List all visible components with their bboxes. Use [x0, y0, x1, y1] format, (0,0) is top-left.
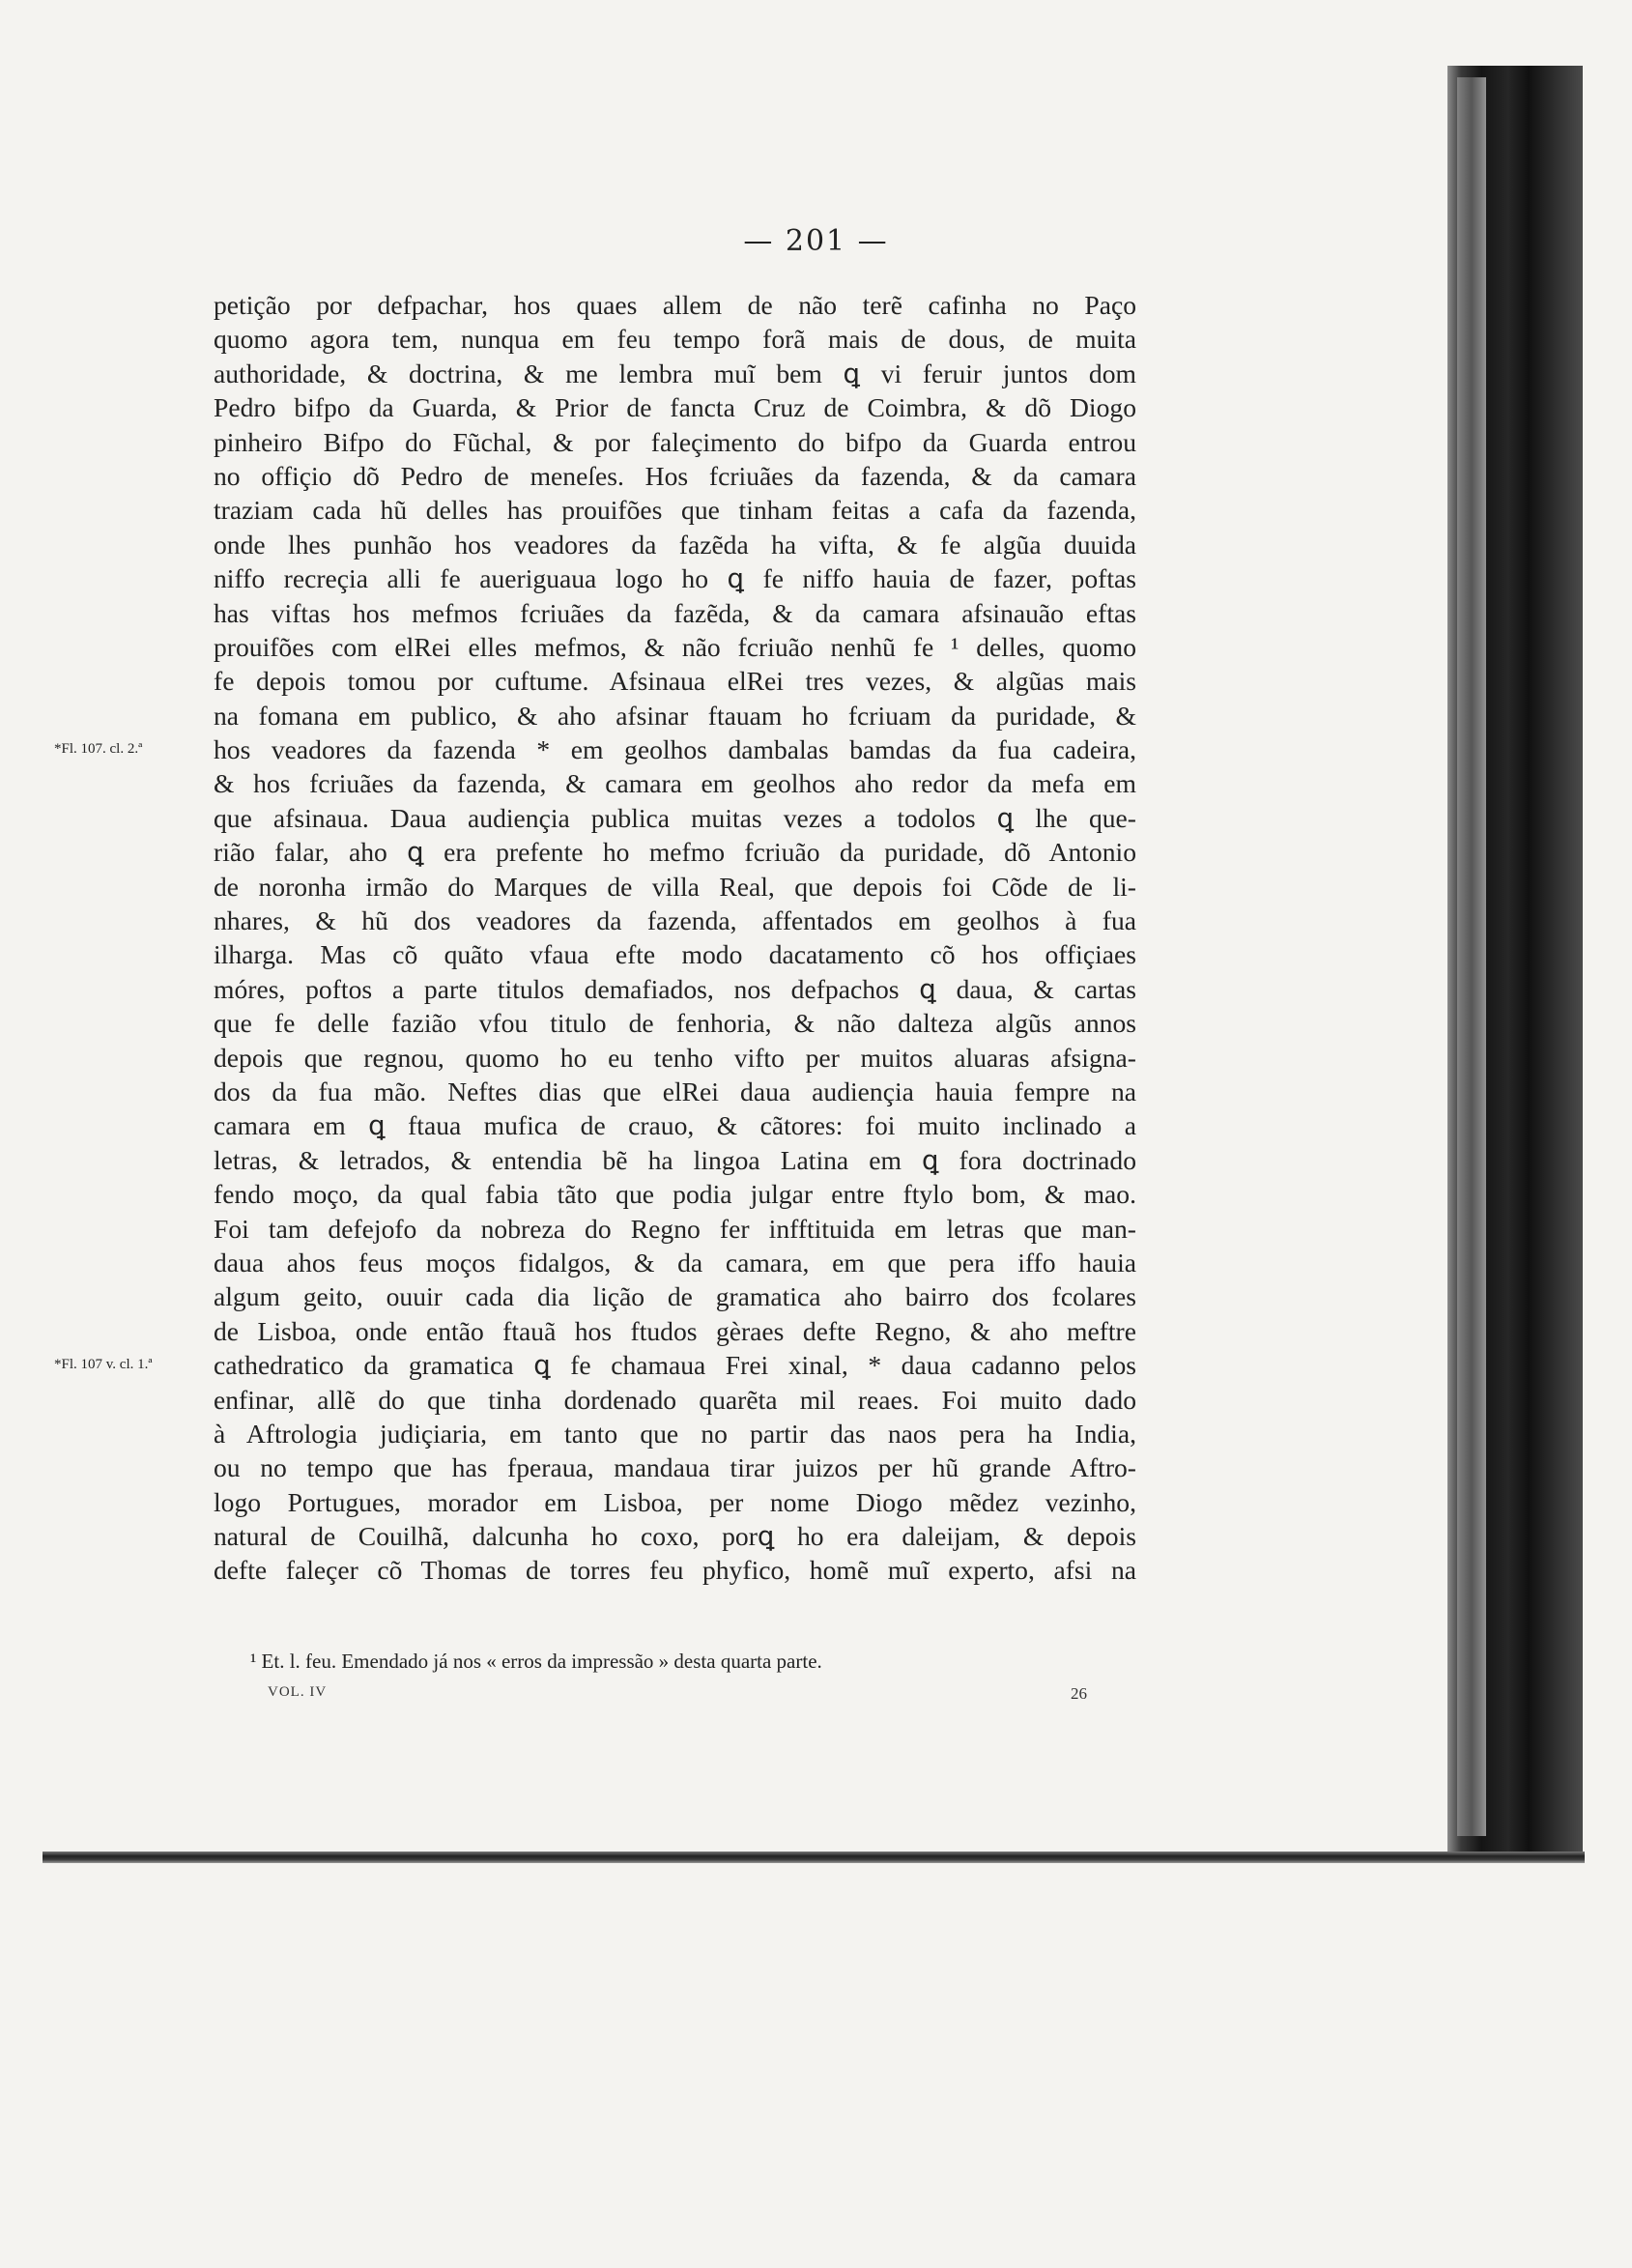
- text-line: & hos fcriuães da fazenda, & camara em geolhos aho redor da mefa em: [214, 768, 1136, 799]
- text-line: que fe delle fazião vfou titulo de fenhoria, & não dalteza algũs annos: [214, 1008, 1136, 1039]
- volume-label: VOL. IV: [268, 1684, 328, 1700]
- text-line: letras, & letrados, & entendia bẽ ha lingoa Latina em ꝗ fora doctrinado: [214, 1144, 1136, 1175]
- text-line: nhares, & hũ dos veadores da fazenda, affentados em geolhos à fua: [214, 905, 1136, 936]
- text-line: ilharga. Mas cõ quãto vfaua efte modo dacatamento cõ hos offiçiaes: [214, 939, 1136, 970]
- margin-note: *Fl. 107 v. cl. 1.ª: [54, 1357, 153, 1373]
- text-line: de Lisboa, onde então ftauã hos ftudos gèraes defte Regno, & aho meftre: [214, 1315, 1136, 1346]
- text-line: enfinar, allẽ do que tinha dordenado quarẽta mil reaes. Foi muito dado: [214, 1384, 1136, 1415]
- text-line: fendo moço, da qual fabia tãto que podia julgar entre ftylo bom, & mao.: [214, 1179, 1136, 1210]
- text-line: pinheiro Bifpo do Fũchal, & por faleçimento do bifpo da Guarda entrou: [214, 426, 1136, 457]
- text-line: dos da fua mão. Neftes dias que elRei daua audiençia hauia fempre na: [214, 1076, 1136, 1106]
- text-line: niffo recreçia alli fe aueriguaua logo ho ꝗ fe niffo hauia de fazer, poftas: [214, 563, 1136, 594]
- footnote: ¹ Et. l. feu. Emendado já nos « erros da impressão » desta quarta parte.: [250, 1650, 822, 1673]
- text-line: Pedro bifpo da Guarda, & Prior de fancta Cruz de Coimbra, & dõ Diogo: [214, 392, 1136, 423]
- text-line: na fomana em publico, & aho afsinar ftauam ho fcriuam da puridade, &: [214, 700, 1136, 731]
- page-number: — 201 —: [743, 224, 889, 258]
- text-line: onde lhes punhão hos veadores da fazẽda ha vifta, & fe algũa duuida: [214, 529, 1136, 560]
- text-line: depois que regnou, quomo ho eu tenho vifto per muitos aluaras afsigna-: [214, 1042, 1136, 1073]
- text-line: Foi tam defejofo da nobreza do Regno fer infftituida em letras que man-: [214, 1213, 1136, 1244]
- text-line: logo Portugues, morador em Lisboa, per nome Diogo mẽdez vezinho,: [214, 1486, 1136, 1517]
- text-line: natural de Couilhã, dalcunha ho coxo, porꝗ ho era daleijam, & depois: [214, 1521, 1136, 1552]
- text-line: hos veadores da fazenda * em geolhos dambalas bamdas da fua cadeira,: [214, 734, 1136, 765]
- text-line: petição por defpachar, hos quaes allem de não terẽ cafinha no Paço: [214, 290, 1136, 320]
- text-line: prouifões com elRei elles mefmos, & não fcriuão nenhũ fe ¹ delles, quomo: [214, 631, 1136, 662]
- text-line: que afsinaua. Daua audiençia publica muitas vezes a todolos ꝗ lhe que-: [214, 802, 1136, 833]
- text-line: móres, poftos a parte titulos demafiados, nos defpachos ꝗ daua, & cartas: [214, 973, 1136, 1004]
- page-bottom-edge: [43, 1852, 1585, 1863]
- text-line: ou no tempo que has fperaua, mandaua tirar juizos per hũ grande Aftro-: [214, 1452, 1136, 1483]
- text-line: defte faleçer cõ Thomas de torres feu phyfico, homẽ muĩ experto, afsi na: [214, 1555, 1136, 1586]
- text-line: camara em ꝗ ftaua mufica de crauo, & cãtores: foi muito inclinado a: [214, 1110, 1136, 1141]
- text-line: no offiçio dõ Pedro de meneſes. Hos fcriuães da fazenda, & da camara: [214, 460, 1136, 491]
- spine-highlight: [1457, 77, 1486, 1836]
- text-line: has viftas hos mefmos fcriuães da fazẽda, & da camara afsinauão eftas: [214, 597, 1136, 628]
- sheet-number: 26: [1071, 1684, 1087, 1703]
- text-line: daua ahos feus moços fidalgos, & da camara, em que pera iffo hauia: [214, 1247, 1136, 1278]
- text-line: quomo agora tem, nunqua em feu tempo forã mais de dous, de muita: [214, 324, 1136, 355]
- text-line: à Aftrologia judiçiaria, em tanto que no partir das naos pera ha India,: [214, 1418, 1136, 1449]
- text-line: traziam cada hũ delles has prouifões que tinham feitas a cafa da fazenda,: [214, 495, 1136, 526]
- body-text: [214, 288, 1136, 1588]
- text-line: cathedratico da gramatica ꝗ fe chamaua Frei xinal, * daua cadanno pelos: [214, 1350, 1136, 1381]
- text-line: rião falar, aho ꝗ era prefente ho mefmo fcriuão da puridade, dõ Antonio: [214, 837, 1136, 868]
- text-line: algum geito, ouuir cada dia lição de gramatica aho bairro dos fcolares: [214, 1281, 1136, 1312]
- margin-note: *Fl. 107. cl. 2.ª: [54, 741, 143, 758]
- text-line: fe depois tomou por cuftume. Afsinaua elRei tres vezes, & algũas mais: [214, 666, 1136, 697]
- text-line: authoridade, & doctrina, & me lembra muĩ bem ꝗ vi feruir juntos dom: [214, 358, 1136, 388]
- text-line: de noronha irmão do Marques de villa Real, que depois foi Cõde de li-: [214, 871, 1136, 902]
